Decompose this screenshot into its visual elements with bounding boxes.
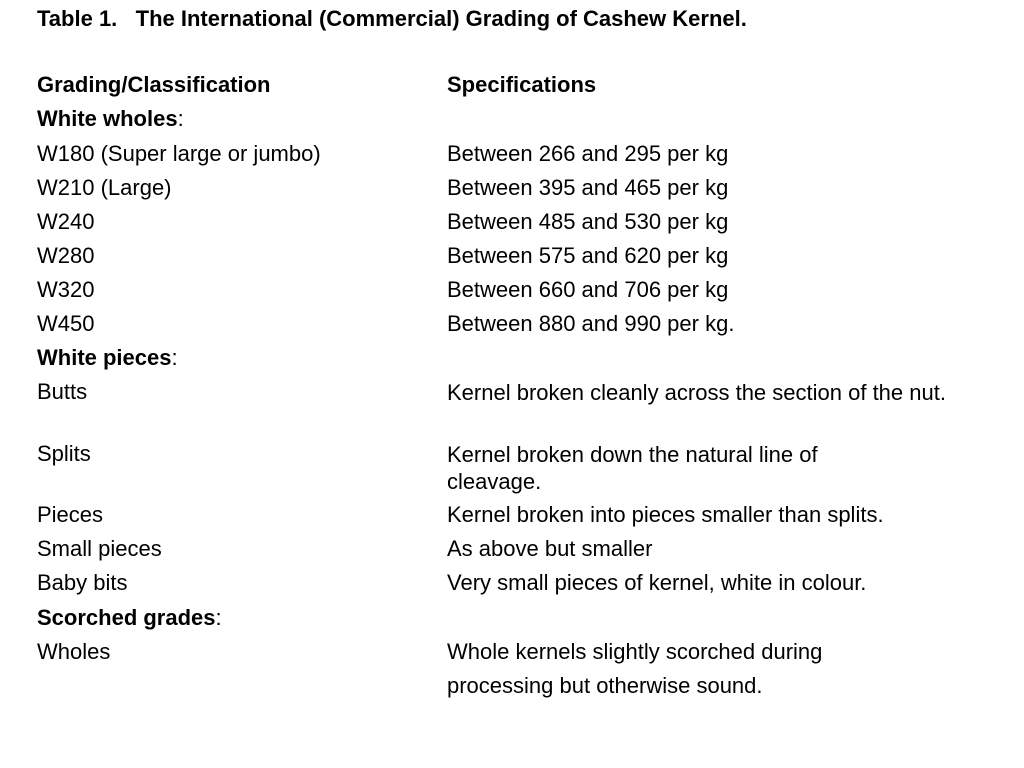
spec-cell: Between 880 and 990 per kg. xyxy=(447,311,735,336)
section-label: White wholes xyxy=(37,106,178,131)
grade-cell: W280 xyxy=(37,243,95,268)
grade-cell: W320 xyxy=(37,277,95,302)
section-label: Scorched grades xyxy=(37,605,216,630)
spec-cell: Kernel broken down the natural line of cleavage. xyxy=(447,442,818,494)
section-label: White pieces xyxy=(37,345,172,370)
spec-cell: Between 485 and 530 per kg xyxy=(447,209,729,234)
grade-cell: W240 xyxy=(37,209,95,234)
grade-cell: Small pieces xyxy=(37,536,162,561)
spec-cell: Between 575 and 620 per kg xyxy=(447,243,729,268)
grade-cell: Pieces xyxy=(37,502,104,527)
spec-cell: Kernel broken cleanly across the section of the nut. xyxy=(447,380,946,405)
section-colon: : xyxy=(215,605,222,630)
spec-cell-line1: Whole kernels slightly scorched during xyxy=(447,639,823,664)
header-specifications: Specifications xyxy=(447,72,597,97)
header-grading: Grading/Classification xyxy=(37,72,271,97)
table-title: Table 1. The International (Commercial) Grading of Cashew Kernel. xyxy=(37,6,747,31)
grade-cell: Wholes xyxy=(37,639,111,664)
spec-cell: Kernel broken into pieces smaller than splits. xyxy=(447,502,884,527)
grade-cell: W180 (Super large or jumbo) xyxy=(37,141,321,166)
grade-cell: Splits xyxy=(37,441,91,466)
spec-cell: As above but smaller xyxy=(447,536,653,561)
section-colon: : xyxy=(171,345,178,370)
grade-cell: Baby bits xyxy=(37,570,128,595)
spec-cell: Very small pieces of kernel, white in colour. xyxy=(447,570,867,595)
spec-cell: Between 660 and 706 per kg xyxy=(447,277,729,302)
spec-cell: Between 266 and 295 per kg xyxy=(447,141,729,166)
spec-cell-line2: processing but otherwise sound. xyxy=(447,673,763,698)
spec-cell: Between 395 and 465 per kg xyxy=(447,175,729,200)
grade-cell: Butts xyxy=(37,379,88,404)
grade-cell: W210 (Large) xyxy=(37,175,172,200)
section-colon: : xyxy=(177,106,184,131)
grade-cell: W450 xyxy=(37,311,95,336)
